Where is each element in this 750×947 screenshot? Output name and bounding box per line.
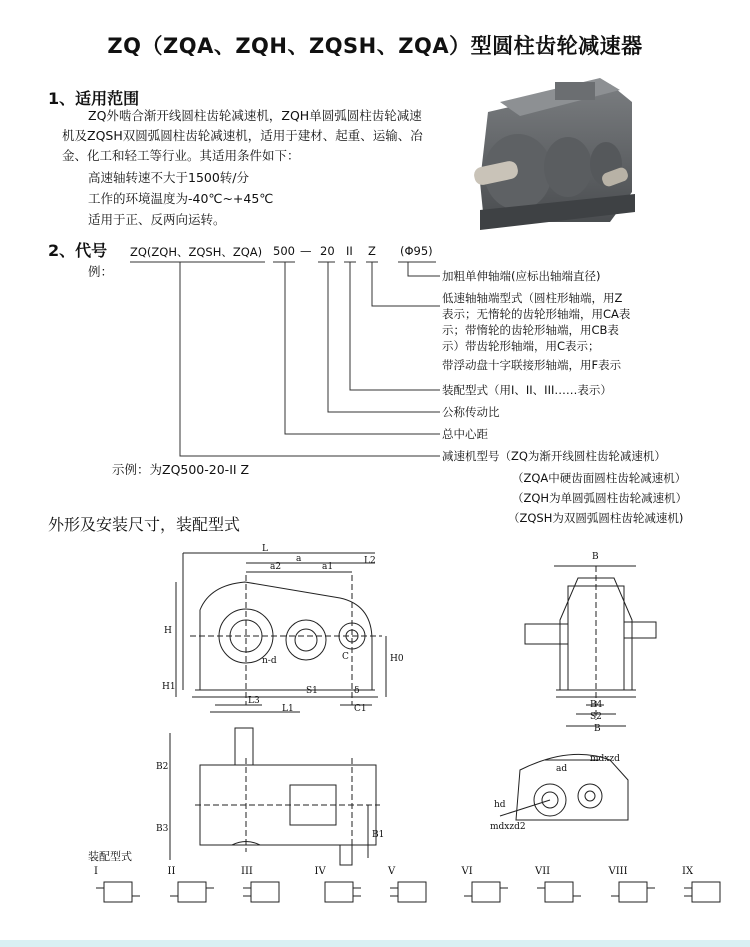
- code-model: ZQ(ZQH、ZQSH、ZQA): [130, 245, 263, 259]
- assembly-type-sketch: [537, 878, 581, 906]
- dim-n-d: n-d: [262, 656, 277, 666]
- assembly-type-label: III: [241, 866, 253, 877]
- explain-diameter: 加粗单伸轴端(应标出轴端直径): [442, 269, 601, 283]
- assembly-type-sketch: [170, 878, 214, 906]
- code-diameter: (Φ95): [400, 244, 433, 258]
- code-assembly: II: [346, 244, 353, 258]
- section-heading-code: 2、代号: [48, 241, 108, 260]
- assembly-type-sketch: [96, 878, 140, 906]
- assembly-type-sketch: [464, 878, 508, 906]
- dim-L1: L1: [282, 704, 294, 714]
- explain-center-distance: 总中心距: [442, 427, 488, 441]
- dim-a1: a1: [322, 562, 334, 572]
- dim-hd: hd: [494, 800, 506, 810]
- dim-delta: δ: [354, 686, 360, 696]
- scope-paragraph-line2: 机及ZQSH双圆弧圆柱齿轮减速机，适用于建材、起重、运输、冶: [62, 128, 423, 143]
- dim-a: a: [296, 554, 302, 564]
- assembly-type-sketch: [243, 878, 287, 906]
- dim-L: L: [262, 544, 268, 554]
- dim-S2: S2: [590, 712, 602, 722]
- dim-B1: B1: [372, 830, 385, 840]
- dim-ad: ad: [556, 764, 568, 774]
- dim-C: C: [342, 652, 349, 662]
- scope-paragraph-line3: 金、化工和轻工等行业。其适用条件如下：: [62, 148, 300, 163]
- assembly-type-label: II: [167, 866, 176, 877]
- dim-S1: S1: [306, 686, 318, 696]
- explain-shaft-4: 示）带齿轮形轴端，用C表示；: [442, 339, 600, 353]
- explain-ratio: 公称传动比: [442, 405, 500, 419]
- dim-mdxzd: mdxzd: [590, 754, 620, 764]
- explain-model-zqa: （ZQA中硬齿面圆柱齿轮减速机）: [512, 471, 687, 485]
- assembly-type-sketch: [317, 878, 361, 906]
- explain-model-zqsh: （ZQSH为双圆弧圆柱齿轮减速机): [508, 511, 684, 525]
- dim-B-top: B: [592, 552, 599, 562]
- example-sample: 示例：为ZQ500-20-II Z: [112, 462, 250, 477]
- dim-B-bottom: B: [594, 724, 601, 734]
- assembly-type-label: I: [94, 866, 98, 877]
- condition-speed: 高速轴转速不大于1500转/分: [88, 170, 250, 185]
- dim-H: H: [164, 626, 172, 636]
- dim-H1: H1: [162, 682, 176, 692]
- scope-paragraph-line1: ZQ外啮合渐开线圆柱齿轮减速机，ZQH单圆弧圆柱齿轮减速: [88, 108, 422, 123]
- code-center-distance: 500: [273, 244, 295, 258]
- explain-shaft-5: 带浮动盘十字联接形轴端，用F表示: [442, 358, 622, 372]
- explain-shaft-1: 低速轴轴端型式（圆柱形轴端，用Z: [442, 291, 623, 305]
- explain-model-zqh: （ZQH为单圆弧圆柱齿轮减速机）: [512, 491, 688, 505]
- explain-model: 减速机型号（ZQ为渐开线圆柱齿轮减速机）: [442, 449, 666, 463]
- dim-L3: L3: [248, 696, 260, 706]
- explain-shaft-3: 示；带惰轮的齿轮形轴端，用CB表: [442, 323, 619, 337]
- assembly-type-sketch: [611, 878, 655, 906]
- assembly-type-label: V: [388, 866, 396, 877]
- code-shaft-type: Z: [368, 244, 376, 258]
- example-label: 例：: [88, 264, 114, 279]
- condition-rotation: 适用于正、反两向运转。: [88, 212, 226, 227]
- code-dash: —: [300, 244, 312, 258]
- assembly-type-label: VII: [535, 866, 551, 877]
- section-heading-scope: 1、适用范围: [48, 89, 140, 108]
- assembly-type-label: IV: [314, 866, 326, 877]
- dim-L2: L2: [364, 556, 376, 566]
- assembly-label: 装配型式: [88, 850, 132, 863]
- dim-B2: B2: [156, 762, 169, 772]
- bottom-bar: [0, 940, 750, 947]
- assembly-type-sketch: [684, 878, 728, 906]
- dim-H0: H0: [390, 654, 404, 664]
- code-ratio: 20: [320, 244, 335, 258]
- dim-a2: a2: [270, 562, 282, 572]
- explain-shaft-2: 表示；无惰轮的齿轮形轴端，用CA表: [442, 307, 631, 321]
- explain-assembly: 装配型式（用I、II、III……表示）: [442, 383, 612, 397]
- section-heading-dimensions: 外形及安装尺寸，装配型式: [48, 515, 241, 534]
- assembly-type-label: VIII: [608, 866, 628, 877]
- dim-B4: B4: [590, 700, 603, 710]
- dim-C1: C1: [354, 704, 367, 714]
- assembly-type-sketch: [390, 878, 434, 906]
- condition-temperature: 工作的环境温度为-40℃~+45℃: [88, 191, 274, 206]
- page-title: ZQ（ZQA、ZQH、ZQSH、ZQA）型圆柱齿轮减速器: [107, 34, 643, 58]
- dim-mdxzd2: mdxzd2: [490, 822, 526, 832]
- dim-B3: B3: [156, 824, 169, 834]
- assembly-type-label: IX: [682, 866, 694, 877]
- assembly-type-label: VI: [461, 866, 473, 877]
